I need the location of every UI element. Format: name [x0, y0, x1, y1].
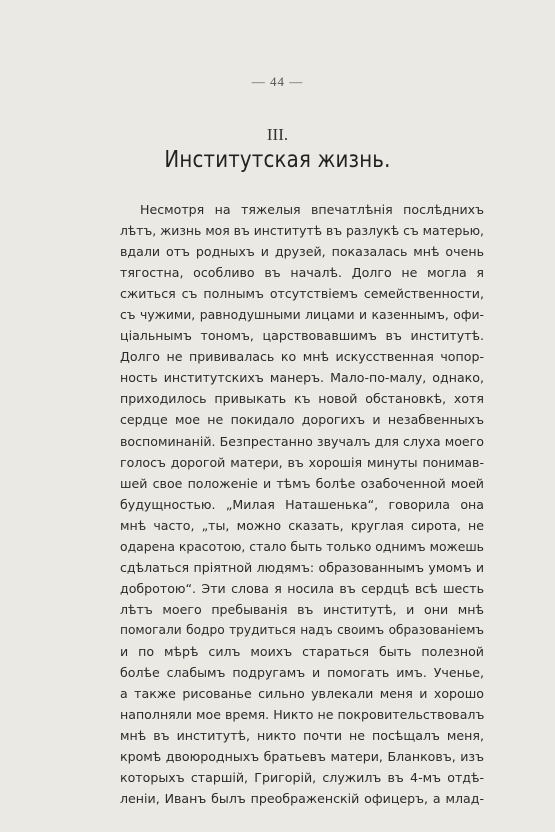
page-number: — 44 — — [251, 74, 304, 89]
text-line: одарена красотою, стало быть только однимъ можешь — [120, 538, 484, 554]
text-line: вдали отъ родныхъ и друзей, показалась мнѣ очень — [120, 244, 484, 260]
text-line: леніи, Иванъ былъ преображенскій офицеръ, а млад- — [120, 791, 484, 807]
body-text — [120, 199, 484, 809]
text-line: помогали бодро трудиться надъ своимъ образованіемъ — [120, 622, 484, 637]
text-line: ціальнымъ тономъ, царствовавшимъ въ институтѣ. — [120, 328, 484, 344]
text-line: воспоминаній. Безпрестанно звучалъ для слуха моего — [120, 433, 484, 449]
text-line: Несмотря на тяжелыя впечатлѣнія послѣднихъ — [140, 202, 484, 217]
text-line: мнѣ часто, „ты, можно сказать, круглая сирота, не — [120, 517, 484, 533]
text-line: Долго не прививалась ко мнѣ искусственная чопор- — [120, 349, 484, 365]
chapter-number: III. — [266, 125, 289, 144]
text-line: будущностью. „Милая Наташенька“, говорила она — [120, 496, 484, 512]
text-line: болѣе слабымъ подругамъ и помогать имъ. Ученье, — [120, 665, 484, 681]
text-line: ность институтскихъ манеръ. Мало-по-малу, однако, — [120, 370, 484, 386]
chapter-title: Институтская жизнь. — [164, 147, 391, 173]
text-line: которыхъ старшій, Григорій, служилъ въ 4-мъ отдѣ- — [120, 770, 484, 786]
text-line: шей свое положеніе и тѣмъ болѣе озабоченной моей — [120, 475, 484, 491]
text-line: сердце мое не покидало дорогихъ и незабвенныхъ — [120, 412, 484, 428]
text-line: мнѣ въ институтѣ, никто почти не посѣщалъ меня, — [120, 728, 484, 744]
text-line: сжиться съ полнымъ отсутствіемъ семейственности, — [120, 286, 484, 302]
text-line: добротою“. Эти слова я носила въ сердцѣ всѣ шесть — [120, 580, 484, 596]
text-line: кромѣ двоюродныхъ братьевъ матери, Бланковъ, изъ — [120, 749, 484, 765]
text-line: тягостна, особливо въ началѣ. Долго не могла я — [120, 265, 484, 281]
text-line: сдѣлаться пріятной людямъ: образованнымъ умомъ и — [120, 559, 484, 575]
text-line: съ чужими, равнодушными лицами и казеннымъ, офи- — [120, 307, 484, 323]
text-line: и по мѣрѣ силъ моихъ стараться быть полезной — [120, 643, 484, 659]
text-line: приходилось привыкать къ новой обстановкѣ, хотя — [120, 391, 484, 407]
text-line: а также рисованье сильно увлекали меня и хорошо — [120, 686, 484, 702]
text-line: лѣтъ, жизнь моя въ институтѣ въ разлукѣ съ матерью, — [120, 223, 484, 239]
text-line: голосъ дорогой матери, въ хорошія минуты понимав- — [120, 454, 484, 470]
text-line: лѣтъ моего пребыванія въ институтѣ, и они мнѣ — [120, 601, 484, 617]
text-line: наполняли мое время. Никто не покровительствовалъ — [120, 707, 485, 723]
